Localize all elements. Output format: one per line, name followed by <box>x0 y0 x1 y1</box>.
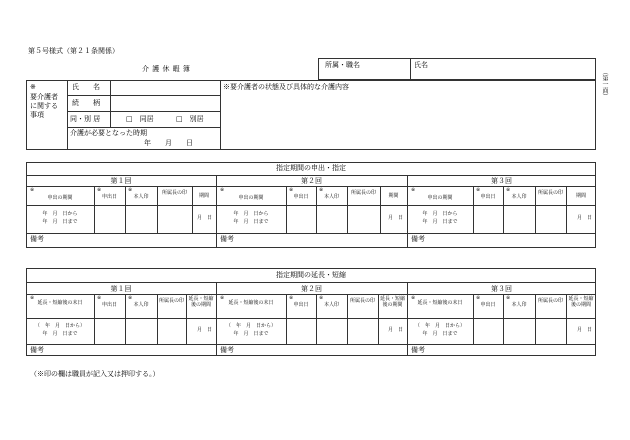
section1-col-chief-1: 所属長の印 <box>161 190 187 196</box>
section2-col-seal-2: 本人印 <box>323 302 339 308</box>
page-side-note: （第一面） <box>601 69 608 99</box>
section1-col-chief-2: 所属長の印 <box>350 190 376 196</box>
section2-col-chief-3: 所属長の印 <box>537 298 563 304</box>
care-start-date: 年 月 日 <box>144 139 193 147</box>
condition-label: ※要介護者の状態及び具体的な介護内容 <box>223 83 349 91</box>
section2-to-2: 年 月 日まで <box>233 331 269 337</box>
section1-col-seal-2: 本人印 <box>323 194 339 200</box>
section2-col-term-1: 延長・短縮後の期間 <box>188 296 214 309</box>
section2-col-period-2: 延長・短縮後の末日 <box>228 300 274 306</box>
section2-col-term-3: 延長・短縮後の期間 <box>568 296 594 309</box>
section1-term-1: 月 日 <box>196 215 212 221</box>
section2-col-chief-1: 所属長の印 <box>159 298 185 304</box>
section1-col-chief-3: 所属長の印 <box>537 190 563 196</box>
section2-to-1: 年 月 日まで <box>42 331 78 337</box>
footnote: （※印の欄は職員が記入又は押印する。） <box>30 370 160 378</box>
section2-col-term-2: 延長・短縮後の期間 <box>379 296 405 309</box>
section1-col-term-1: 期間 <box>198 193 209 199</box>
section2-remarks-2: 備考 <box>220 346 234 354</box>
section2-col-date-2: 申出日 <box>293 302 309 308</box>
section2-from-2: （ 年 月 日から） <box>225 323 276 329</box>
section1-to-1: 年 月 日まで <box>42 219 78 225</box>
together-checkbox[interactable]: □ 同居 <box>126 115 154 123</box>
section2-round-2: 第２回 <box>301 285 322 293</box>
section2-to-3: 年 月 日まで <box>422 331 458 337</box>
patient-marker: ※ <box>30 83 36 91</box>
section2-col-date-1: 申出日 <box>101 302 117 308</box>
section2-term-3: 月 日 <box>576 327 592 333</box>
section1-round-2: 第２回 <box>301 177 322 185</box>
extension-title: 指定期間の延長・短縮 <box>276 271 346 279</box>
page-title: 介 護 休 暇 簿 <box>142 65 191 73</box>
section1-col-term-2: 期間 <box>388 193 399 199</box>
section2-from-3: （ 年 月 日から） <box>414 323 465 329</box>
section1-col-term-3: 期間 <box>575 193 586 199</box>
section1-to-3: 年 月 日まで <box>422 219 458 225</box>
section1-term-2: 月 日 <box>387 215 403 221</box>
section1-col-period-1: 申出の期間 <box>47 195 73 201</box>
section2-col-period-1: 延長・短縮後の末日 <box>37 300 83 306</box>
section1-term-3: 月 日 <box>576 215 592 221</box>
section1-col-seal-1: 本人印 <box>133 194 149 200</box>
section1-col-period-2: 申出の期間 <box>238 195 264 201</box>
patient-name-label: 氏 名 <box>72 83 100 91</box>
section1-remarks-1: 備考 <box>30 235 44 243</box>
form-number: 第５号様式（第２１条関係） <box>28 47 119 55</box>
patient-living-label: 同・別 居 <box>70 115 101 123</box>
section2-term-1: 月 日 <box>196 327 212 333</box>
section1-col-date-3: 申出日 <box>480 194 496 200</box>
patient-relation-label: 続 柄 <box>72 99 100 107</box>
section1-col-date-1: 申出日 <box>101 194 117 200</box>
section2-remarks-1: 備考 <box>30 346 44 354</box>
separate-checkbox[interactable]: □ 別居 <box>176 115 204 123</box>
section1-remarks-2: 備考 <box>220 235 234 243</box>
section2-col-seal-3: 本人印 <box>511 302 527 308</box>
section2-round-3: 第３回 <box>491 285 512 293</box>
section1-from-3: 年 月 日から <box>422 211 458 217</box>
section2-col-chief-2: 所属長の印 <box>349 298 375 304</box>
section1-round-3: 第３回 <box>491 177 512 185</box>
section1-from-2: 年 月 日から <box>233 211 269 217</box>
section1-col-seal-3: 本人印 <box>511 194 527 200</box>
section2-round-1: 第１回 <box>110 285 132 293</box>
section1-col-period-3: 申出の期間 <box>427 195 453 201</box>
section1-remarks-3: 備考 <box>411 235 425 243</box>
care-start-label: 介護が必要となった時期 <box>70 129 147 137</box>
section2-col-seal-1: 本人印 <box>133 302 149 308</box>
patient-section-label: 要介護者に関する事項 <box>30 93 58 119</box>
name-label: 氏名 <box>414 61 428 69</box>
section1-to-2: 年 月 日まで <box>233 219 269 225</box>
section2-from-1: （ 年 月 日から） <box>34 323 85 329</box>
section1-col-date-2: 申出日 <box>293 194 309 200</box>
section2-term-2: 月 日 <box>387 327 403 333</box>
section1-from-1: 年 月 日から <box>42 211 78 217</box>
section2-remarks-3: 備考 <box>411 346 425 354</box>
designation-title: 指定期間の申出・指定 <box>276 164 346 172</box>
section2-col-date-3: 申出日 <box>480 302 496 308</box>
affiliation-label: 所属・職名 <box>325 61 360 69</box>
section1-round-1: 第１回 <box>110 177 132 185</box>
section2-col-period-3: 延長・短縮後の末日 <box>417 300 463 306</box>
